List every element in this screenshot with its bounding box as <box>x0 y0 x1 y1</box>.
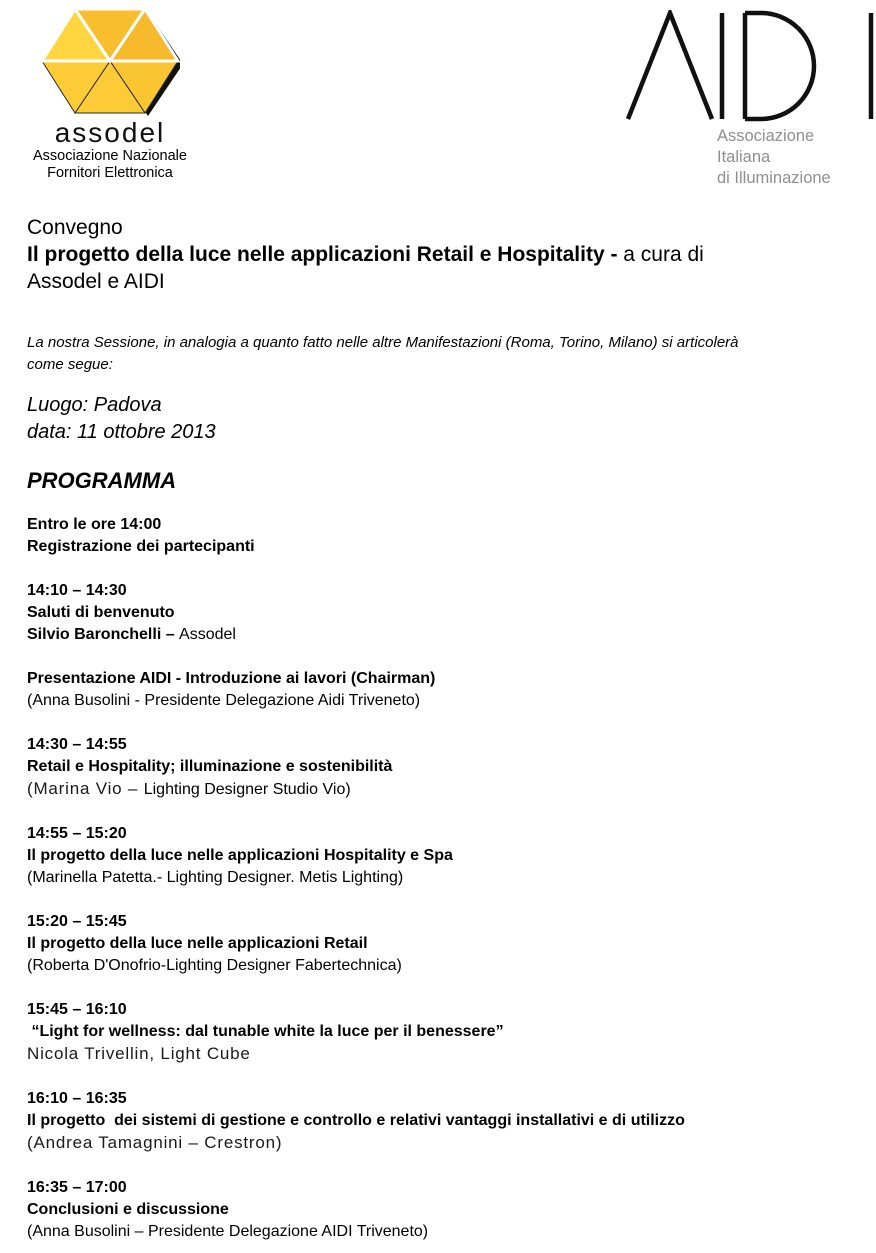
assodel-hexagon-icon <box>40 6 180 116</box>
program-entry <box>27 999 850 1066</box>
program-line <box>27 955 850 977</box>
program-line <box>27 1088 850 1110</box>
program-entry <box>27 734 850 801</box>
document-body <box>0 214 876 1243</box>
assodel-subtitle-line2: Fornitori Elettronica <box>47 165 173 181</box>
program-segment: Il progetto della luce nelle applicazioni Retail <box>27 935 368 952</box>
program-entry <box>27 580 850 646</box>
intro-line1: La nostra Sessione, in analogia a quanto fatto nelle altre Manifestazioni (Roma, Torino, Milano) si articolerà <box>27 334 739 351</box>
program-segment: Saluti di benvenuto <box>27 604 175 621</box>
program-segment: Il progetto della luce nelle applicazioni Hospitality e Spa <box>27 847 453 864</box>
program-line <box>27 933 850 955</box>
header-logos <box>0 0 876 200</box>
program-entries <box>27 514 850 1243</box>
program-line <box>27 1110 850 1132</box>
program-line <box>27 1132 850 1155</box>
program-segment: Silvio Baronchelli – <box>27 626 180 643</box>
program-segment: Entro le ore 14:00 <box>27 516 162 533</box>
program-segment: 14:10 – 14:30 <box>27 582 127 599</box>
program-segment: Retail e Hospitality; illuminazione e sostenibilità <box>27 758 393 775</box>
program-line <box>27 999 850 1021</box>
program-entry <box>27 514 850 558</box>
program-segment: Lighting Designer Studio Vio) <box>143 781 351 798</box>
program-entry <box>27 823 850 889</box>
program-entry <box>27 668 850 712</box>
aidi-wordmark-icon <box>625 10 875 122</box>
program-segment: (Andrea Tamagnini – Crestron) <box>27 1133 283 1152</box>
program-segment: 14:30 – 14:55 <box>27 736 127 753</box>
program-line <box>27 602 850 624</box>
program-entry <box>27 1088 850 1155</box>
program-line <box>27 514 850 536</box>
program-entry <box>27 911 850 977</box>
assodel-wordmark: assodel <box>54 117 166 148</box>
program-entry <box>27 1177 850 1243</box>
title-bold-part: Il progetto della luce nelle applicazioni Retail e Hospitality - <box>27 243 624 266</box>
program-line <box>27 580 850 602</box>
program-segment: “Light for wellness: dal tunable white la luce per il benessere” <box>27 1023 504 1040</box>
intro-line2: come segue: <box>27 356 113 373</box>
event-location: Luogo: Padova <box>27 394 162 416</box>
program-segment: 15:20 – 15:45 <box>27 913 127 930</box>
program-segment: 16:35 – 17:00 <box>27 1179 127 1196</box>
program-segment: (Anna Busolini - Presidente Delegazione Aidi Triveneto) <box>27 692 421 709</box>
program-line <box>27 1221 850 1243</box>
aidi-logo <box>625 10 875 189</box>
program-segment: Assodel <box>179 626 236 643</box>
title-line2: Assodel e AIDI <box>27 270 165 293</box>
program-line <box>27 624 850 646</box>
program-segment: Nicola Trivellin, Light Cube <box>27 1044 251 1063</box>
program-segment: (Anna Busolini – Presidente Delegazione AIDI Triveneto) <box>27 1223 429 1240</box>
program-line <box>27 867 850 889</box>
program-line <box>27 1043 850 1066</box>
kicker: Convegno <box>27 216 123 239</box>
program-segment: (Roberta D'Onofrio-Lighting Designer Fabertechnica) <box>27 957 402 974</box>
program-line <box>27 823 850 845</box>
program-line <box>27 845 850 867</box>
assodel-logo <box>20 6 200 182</box>
program-line <box>27 756 850 778</box>
program-segment: 15:45 – 16:10 <box>27 1001 127 1018</box>
title-regular-part: a cura di <box>623 243 704 266</box>
program-segment: Registrazione dei partecipanti <box>27 538 255 555</box>
program-line <box>27 1021 850 1043</box>
program-segment: Presentazione AIDI - Introduzione ai lavori (Chairman) <box>27 670 436 687</box>
program-heading: PROGRAMMA <box>27 468 177 493</box>
program-line <box>27 690 850 712</box>
program-segment: 14:55 – 15:20 <box>27 825 127 842</box>
event-date: data: 11 ottobre 2013 <box>27 421 216 443</box>
program-segment: Il progetto dei sistemi di gestione e controllo e relativi vantaggi installativi e di utilizzo <box>27 1112 685 1129</box>
program-line <box>27 911 850 933</box>
program-line <box>27 536 850 558</box>
program-segment: 16:10 – 16:35 <box>27 1090 127 1107</box>
program-line <box>27 668 850 690</box>
program-line <box>27 1199 850 1221</box>
intro-paragraph <box>27 332 850 376</box>
aidi-subtitle-line2: Italiana <box>717 148 771 166</box>
page-title <box>27 241 850 295</box>
program-segment: (Marina Vio – <box>27 779 144 798</box>
event-info <box>27 392 850 446</box>
assodel-subtitle-line1: Associazione Nazionale <box>33 148 187 164</box>
aidi-subtitle <box>717 126 875 189</box>
program-segment: (Marinella Patetta.- Lighting Designer. Metis Lighting) <box>27 869 404 886</box>
program-segment: Conclusioni e discussione <box>27 1201 229 1218</box>
program-line <box>27 734 850 756</box>
aidi-subtitle-line1: Associazione <box>717 127 815 145</box>
aidi-subtitle-line3: di Illuminazione <box>717 169 831 187</box>
program-line <box>27 778 850 801</box>
program-line <box>27 1177 850 1199</box>
